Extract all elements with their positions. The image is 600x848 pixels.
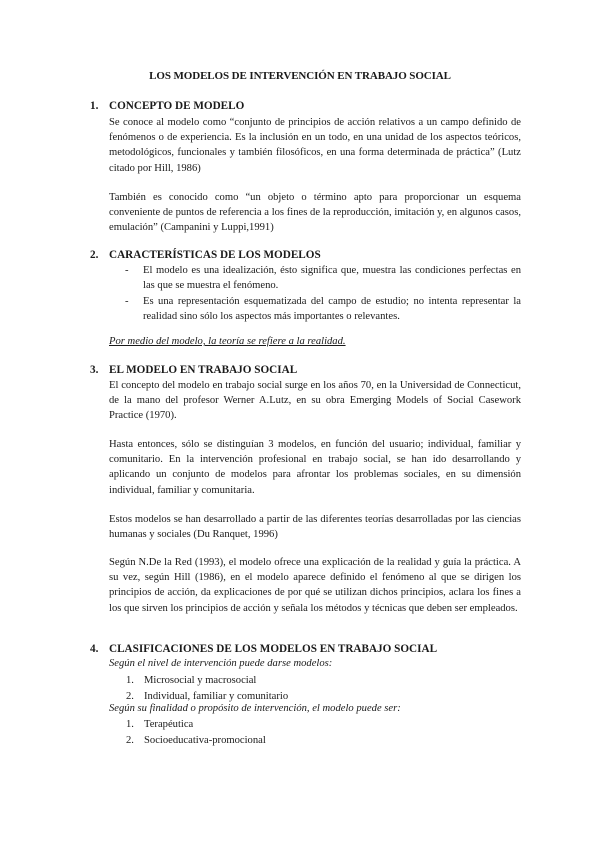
list-item	[109, 263, 521, 294]
list-number: 1.	[126, 719, 134, 730]
section-title: CONCEPTO DE MODELO	[109, 100, 245, 112]
section-title: EL MODELO EN TRABAJO SOCIAL	[109, 364, 298, 376]
list-item	[109, 717, 266, 733]
list-item	[109, 673, 288, 689]
section-4-heading	[90, 643, 437, 655]
classification-intro: Según el nivel de intervención puede darse modelos:	[109, 658, 333, 669]
section-number: 3.	[90, 364, 99, 376]
bullet-marker: -	[125, 265, 129, 276]
ordered-list	[109, 717, 266, 748]
section-1-heading	[90, 100, 244, 112]
list-item-text: Individual, familiar y comunitario	[144, 690, 289, 702]
list-item	[109, 294, 521, 325]
section-title: CLASIFICACIONES DE LOS MODELOS EN TRABAJO SOCIAL	[109, 643, 438, 655]
section-3-heading	[90, 364, 297, 376]
paragraph: Estos modelos se han desarrollado a partir de las diferentes teorías desarrolladas por las ciencias humanas y sociales (Du Ranquet, 1996)	[109, 514, 521, 541]
paragraph: Hasta entonces, sólo se distinguían 3 modelos, en función del usuario; individual, familiar y comunitario. En la intervención profesional en trabajo social, se han ido desarrollando y aplicando un conjunto de modelos para afrontar los problemas sociales, en su dimensión individual, familiar y comunitaria.	[109, 439, 521, 496]
section-title: CARACTERÍSTICAS DE LOS MODELOS	[109, 249, 321, 261]
section-number: 4.	[90, 643, 99, 655]
ordered-list	[109, 673, 288, 704]
list-number: 1.	[126, 675, 134, 686]
list-item-text: Microsocial y macrosocial	[144, 675, 257, 686]
list-number: 2.	[126, 734, 134, 746]
paragraph: El concepto del modelo en trabajo social surge en los años 70, en la Universidad de Connecticut, de la mano del profesor Werner A.Lutz, en su obra Emerging Models of Social Casework Practice (1970).	[109, 380, 521, 422]
classification-intro: Según su finalidad o propósito de intervención, el modelo puede ser:	[109, 703, 401, 714]
list-item-text: Terapéutica	[144, 719, 194, 730]
bullet-marker: -	[125, 295, 129, 307]
list-item-text: El modelo es una idealización, ésto significa que, muestra las condiciones perfectas en las que se muestra el fenómeno.	[143, 265, 521, 292]
paragraph: También es conocido como “un objeto o término apto para proporcionar un esquema conveniente de puntos de referencia a los fines de la reproducción, imitación y, en algunos casos, emulación” (Campanini y Luppi,1991)	[109, 192, 521, 234]
paragraph: Se conoce al modelo como “conjunto de principios de acción relativos a un campo definido de fenómenos o de experiencia. Es la inclusión en un todo, en una unidad de los aspectos teóricos, metodológicos, funcionales y también filosóficos, en una forma determinada de práctica” (Lutz citado por Hill, 1986)	[109, 117, 521, 174]
list-item	[109, 733, 266, 749]
list-item	[109, 689, 288, 705]
underlined-note: Por medio del modelo, la teoría se refiere a la realidad.	[109, 336, 346, 347]
section-number: 2.	[90, 249, 99, 261]
section-2-heading	[90, 249, 321, 261]
list-item-text: Es una representación esquematizada del campo de estudio; no intenta representar la realidad sino sólo los aspectos más importantes o relevantes.	[143, 295, 521, 323]
section-number: 1.	[90, 100, 99, 112]
paragraph: Según N.De la Red (1993), el modelo ofrece una explicación de la realidad y guía la práctica. A su vez, según Hill (1986), en el modelo aparece definido el fenómeno al que se dirigen los principios de acción, da explicaciones de por qué se utilizan dichos principios, aclara los fines a los que sirven los principios de acción y señala los métodos y técnicas que deben ser empleados.	[109, 557, 521, 614]
list-number: 2.	[126, 690, 134, 702]
list-item-text: Socioeducativa-promocional	[144, 734, 266, 746]
document-title: LOS MODELOS DE INTERVENCIÓN EN TRABAJO SOCIAL	[149, 70, 451, 82]
bullet-list	[109, 263, 521, 325]
